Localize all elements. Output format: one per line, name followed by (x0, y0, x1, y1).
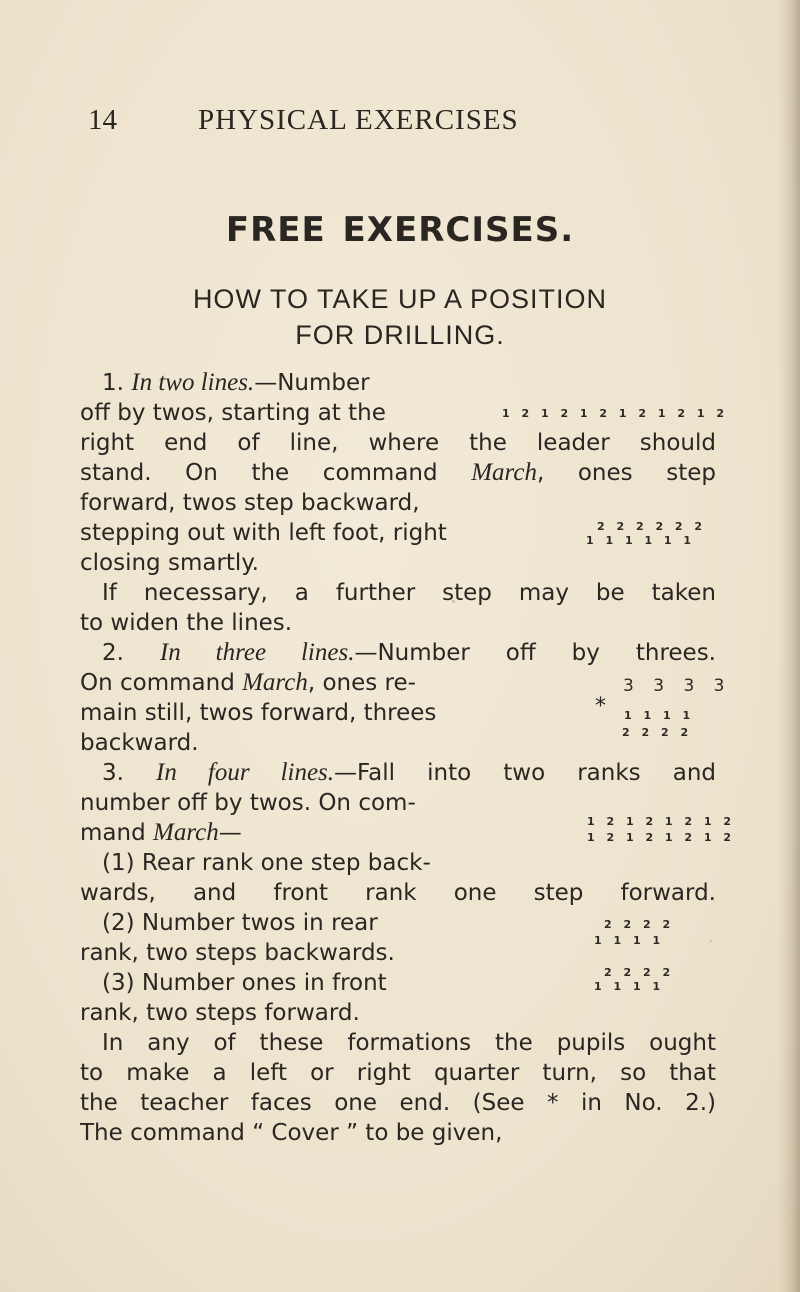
text-line: (3) Number ones in front (102, 970, 387, 996)
text-line: The command “ Cover ” to be given, (80, 1120, 503, 1146)
text-line: wards, and front rank one step forward. (80, 880, 716, 906)
section-heading: FREE EXERCISES. (225, 210, 575, 250)
text-span: —Number off by threes. (354, 640, 716, 666)
item-number: 3. (102, 760, 124, 786)
item-heading: In three lines. (159, 639, 355, 666)
text-line: right end of line, where the leader should (80, 430, 716, 456)
command-word: March (242, 669, 308, 696)
text-line (80, 668, 416, 698)
text-span: —Number (254, 370, 370, 396)
command-word: March (153, 819, 219, 846)
diagram-rear-ones: 1 1 1 1 (594, 934, 665, 947)
text-span: , ones re- (307, 670, 416, 696)
diagram-three-ones: 1 1 1 1 (624, 709, 695, 722)
text-line: In any of these formations the pupils ought (102, 1030, 716, 1056)
diagram-four-row-1: 1 2 1 2 1 2 1 2 (587, 815, 736, 828)
text-span: —Fall into two ranks and (334, 760, 716, 786)
paper-fleck (710, 940, 712, 942)
text-line (80, 818, 242, 848)
text-line: stepping out with left foot, right (80, 520, 447, 546)
text-line: (2) Number twos in rear (102, 910, 378, 936)
text-line (80, 458, 716, 488)
diagram-four-row-2: 1 2 1 2 1 2 1 2 (587, 831, 736, 844)
text-span: mand (80, 820, 153, 846)
asterisk-mark: * (595, 694, 606, 719)
text-line: closing smartly. (80, 550, 259, 576)
command-word: March (471, 459, 537, 486)
diagram-two-line-row: 1 2 1 2 1 2 1 2 1 2 1 2 (502, 407, 728, 420)
text-line: rank, two steps forward. (80, 1000, 360, 1026)
diagram-rear-twos: 2 2 2 2 (604, 918, 675, 931)
text-span: — (218, 820, 242, 846)
running-head (88, 104, 728, 144)
running-title: PHYSICAL EXERCISES (198, 104, 519, 136)
diagram-two-line-ones: 1 1 1 1 1 1 (586, 534, 696, 547)
text-line (102, 368, 370, 398)
text-line: main still, twos forward, threes (80, 700, 437, 726)
text-line: forward, twos step backward, (80, 490, 420, 516)
text-line (102, 638, 716, 668)
paper-fleck (452, 600, 455, 603)
text-span: stand. On the command (80, 460, 472, 486)
item-number: 2. (102, 640, 124, 666)
text-line: rank, two steps backwards. (80, 940, 395, 966)
diagram-two-line-twos: 2 2 2 2 2 2 (597, 520, 707, 533)
page-number: 14 (88, 104, 117, 136)
item-heading: In two lines. (131, 369, 255, 396)
text-line: If necessary, a further step may be taken (102, 580, 716, 606)
diagram-front-twos: 2 2 2 2 (604, 966, 675, 979)
page-edge-shadow (778, 0, 800, 1292)
text-line: to widen the lines. (80, 610, 293, 636)
text-span: On command (80, 670, 243, 696)
diagram-three-twos: 2 2 2 2 (622, 726, 693, 739)
text-line: the teacher faces one end. (See * in No. 2.) (80, 1090, 716, 1116)
diagram-front-ones: 1 1 1 1 (594, 980, 665, 993)
text-line: backward. (80, 730, 199, 756)
subheading-line-1: HOW TO TAKE UP A POSITION (192, 284, 608, 314)
text-span: , ones step (536, 460, 716, 486)
diagram-three-threes: 3 3 3 3 (623, 676, 732, 696)
text-line: number off by twos. On com- (80, 790, 416, 816)
item-heading: In four lines. (156, 759, 335, 786)
text-line: to make a left or right quarter turn, so that (80, 1060, 716, 1086)
text-line: off by twos, starting at the (80, 400, 386, 426)
text-line (102, 758, 716, 788)
item-number: 1. (102, 370, 124, 396)
text-line: (1) Rear rank one step back- (102, 850, 431, 876)
subheading-line-2: FOR DRILLING. (295, 320, 505, 350)
